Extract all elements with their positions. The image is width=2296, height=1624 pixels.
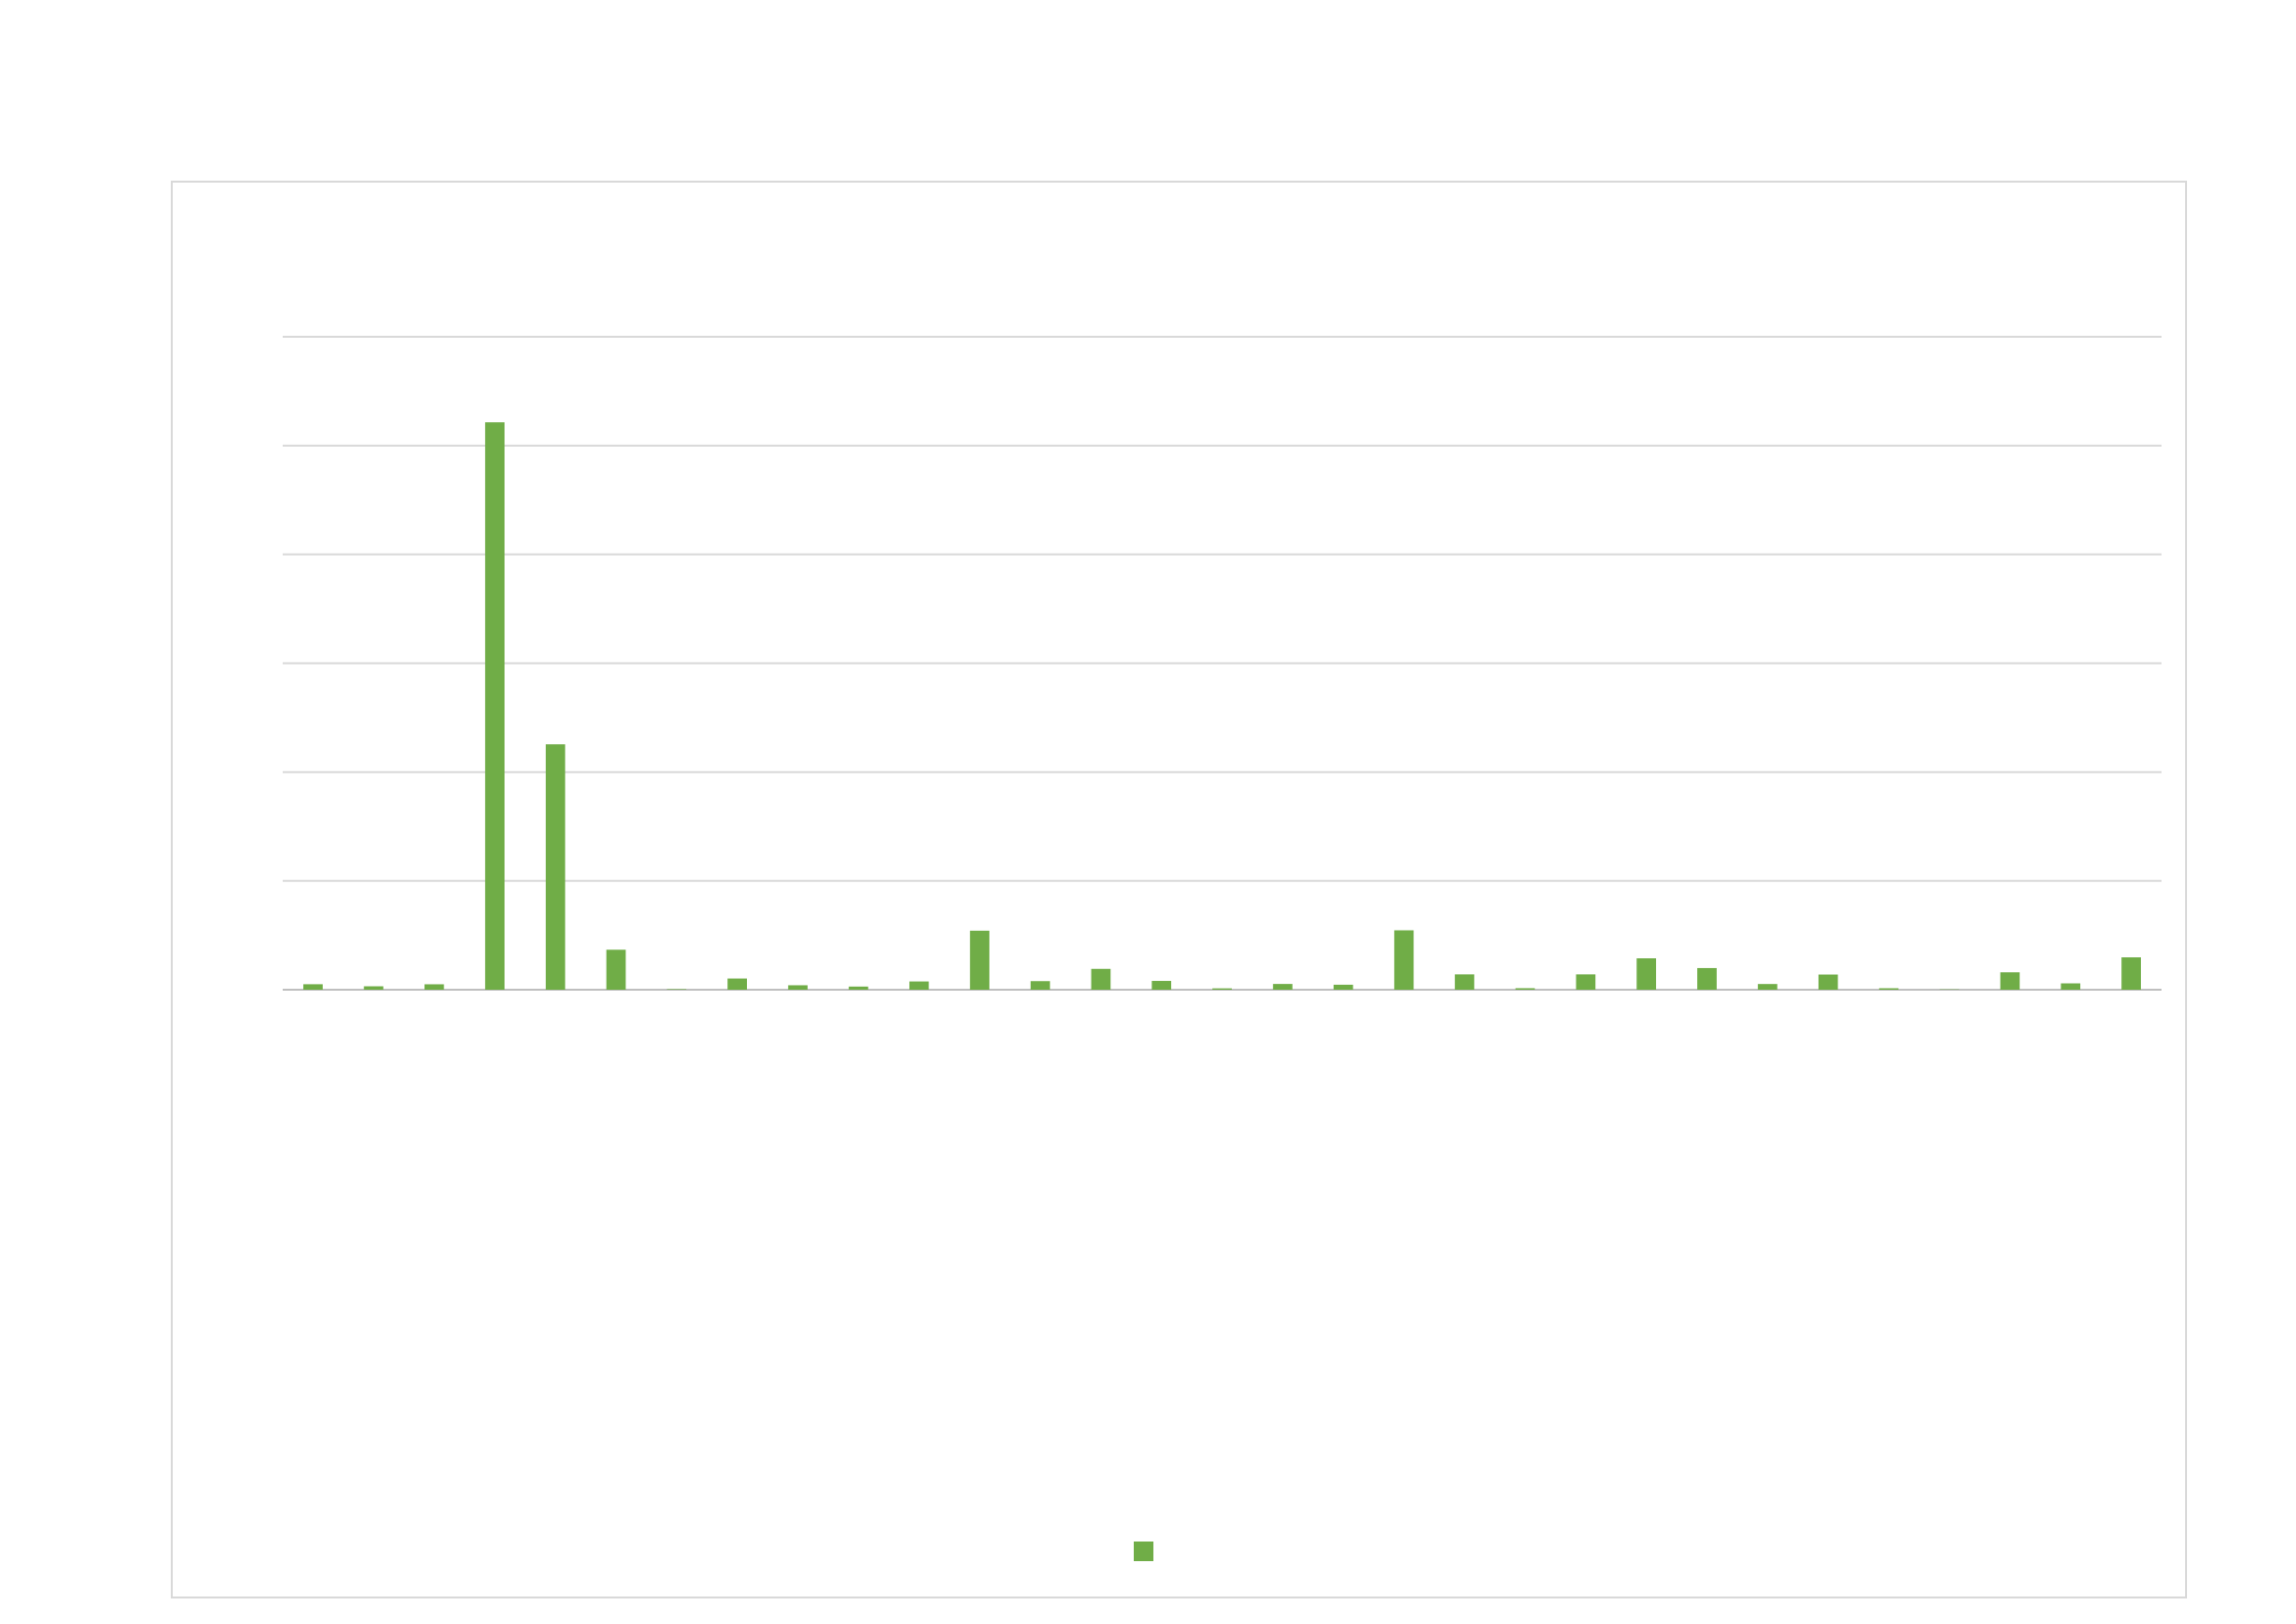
bar	[1273, 984, 1293, 990]
bar	[303, 984, 323, 990]
legend	[0, 1542, 2296, 1561]
bar	[909, 982, 929, 990]
bar	[1151, 981, 1171, 990]
bar	[1576, 974, 1596, 990]
bar	[1092, 969, 1111, 990]
bar	[727, 979, 747, 990]
bar	[1758, 984, 1778, 990]
bar	[607, 949, 626, 990]
bar	[424, 984, 444, 990]
bar	[546, 744, 565, 990]
bar	[667, 989, 686, 990]
bar	[2121, 957, 2141, 990]
bar	[1394, 930, 1414, 990]
bar	[485, 422, 505, 990]
bar	[1697, 968, 1717, 990]
bar	[1334, 985, 1354, 990]
bar	[2061, 984, 2081, 990]
bar	[1636, 958, 1656, 990]
bar	[364, 987, 384, 990]
bar	[788, 985, 808, 990]
bar	[1031, 981, 1050, 990]
bar	[1879, 989, 1898, 990]
bar	[2001, 972, 2020, 990]
bar	[1516, 988, 1535, 990]
bar	[1212, 989, 1232, 990]
bar	[849, 987, 869, 990]
bar	[970, 931, 989, 990]
bar	[1455, 974, 1474, 990]
legend-swatch	[1134, 1542, 1153, 1561]
bar	[1819, 975, 1839, 990]
